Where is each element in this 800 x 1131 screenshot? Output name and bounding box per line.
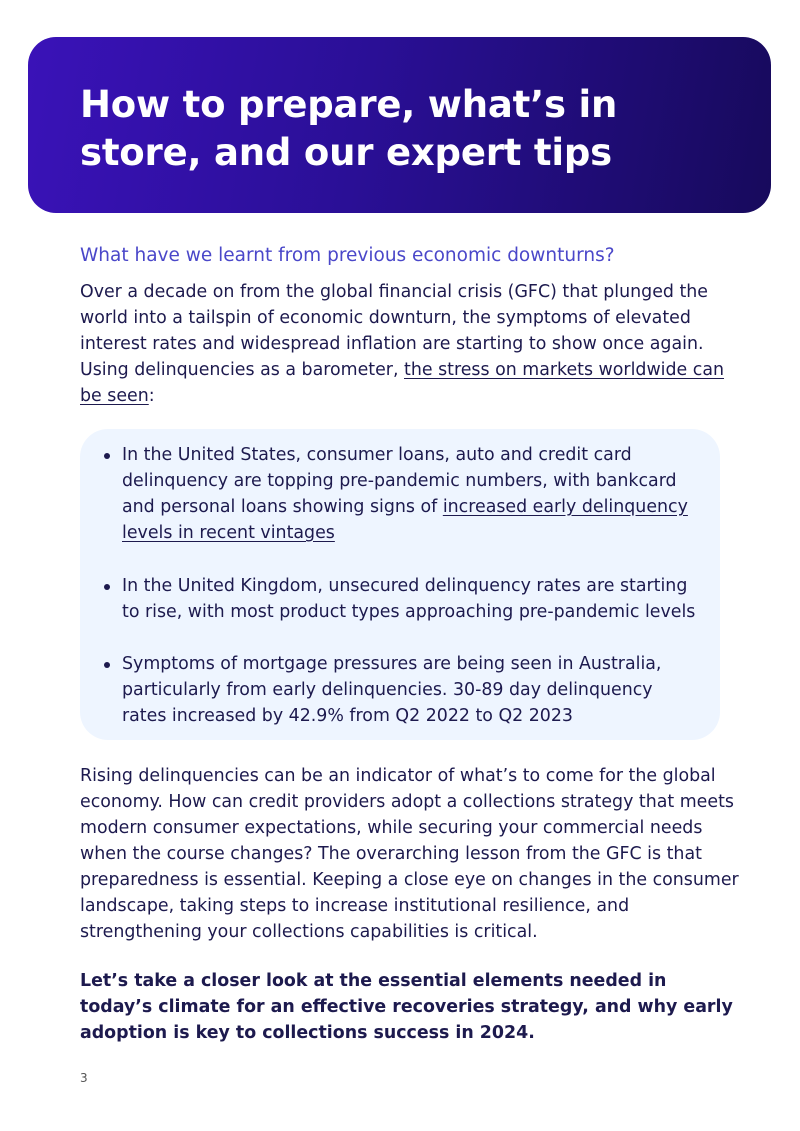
outro-paragraph: Rising delinquencies can be an indicator of what’s to come for the global economy. How can credit providers adopt a collections strategy that meets modern consumer expectations, while securing your commercial needs when the course changes? The overarching lesson from the GFC is that preparedness is essential. Keeping a close eye on changes in the consumer landscape, taking steps to increase institutional resilience, and strengthening your collections capabilities is critical. bbox=[80, 766, 739, 942]
markets-stress-link[interactable]: the stress on markets worldwide can be seen bbox=[80, 360, 725, 406]
intro-text-end: : bbox=[148, 386, 155, 406]
page-title bbox=[80, 81, 720, 177]
hero-banner bbox=[28, 37, 771, 213]
intro-paragraph bbox=[80, 279, 730, 409]
page-title-line-2: store, and our expert tips bbox=[80, 131, 613, 174]
bullet-united-states bbox=[122, 442, 702, 546]
bullet-uk-text: In the United Kingdom, unsecured delinquency rates are starting to rise, with most product types approaching pre-pandemic levels bbox=[122, 576, 696, 622]
page-title-line-1: How to prepare, what’s in bbox=[80, 83, 618, 126]
closing-statement: Let’s take a closer look at the essential elements needed in today’s climate for an effective recoveries strategy, and why early adoption is key to collections success in 2024. bbox=[80, 971, 733, 1043]
bullet-australia bbox=[122, 651, 702, 729]
intro-text: Over a decade on from the global financial crisis (GFC) that plunged the world into a tailspin of economic downturn, the symptoms of elevated interest rates and widespread inflation are starting to show once again. Using delinquencies as a barometer, bbox=[80, 282, 708, 380]
bullet-united-kingdom bbox=[122, 573, 702, 625]
bullet-au-text: Symptoms of mortgage pressures are being seen in Australia, particularly from early delinquencies. 30-89 day delinquency rates increased by 42.9% from Q2 2022 to Q2 2023 bbox=[122, 654, 662, 726]
page-number: 3 bbox=[80, 1071, 88, 1085]
delinquency-callout-box bbox=[80, 429, 720, 740]
bullet-us-text: In the United States, consumer loans, auto and credit card delinquency are topping pre-pandemic numbers, with bankcard and personal loans showing signs of bbox=[122, 445, 677, 517]
section-heading: What have we learnt from previous economic downturns? bbox=[80, 245, 615, 266]
early-delinquency-link[interactable]: increased early delinquency levels in recent vintages bbox=[122, 497, 688, 543]
